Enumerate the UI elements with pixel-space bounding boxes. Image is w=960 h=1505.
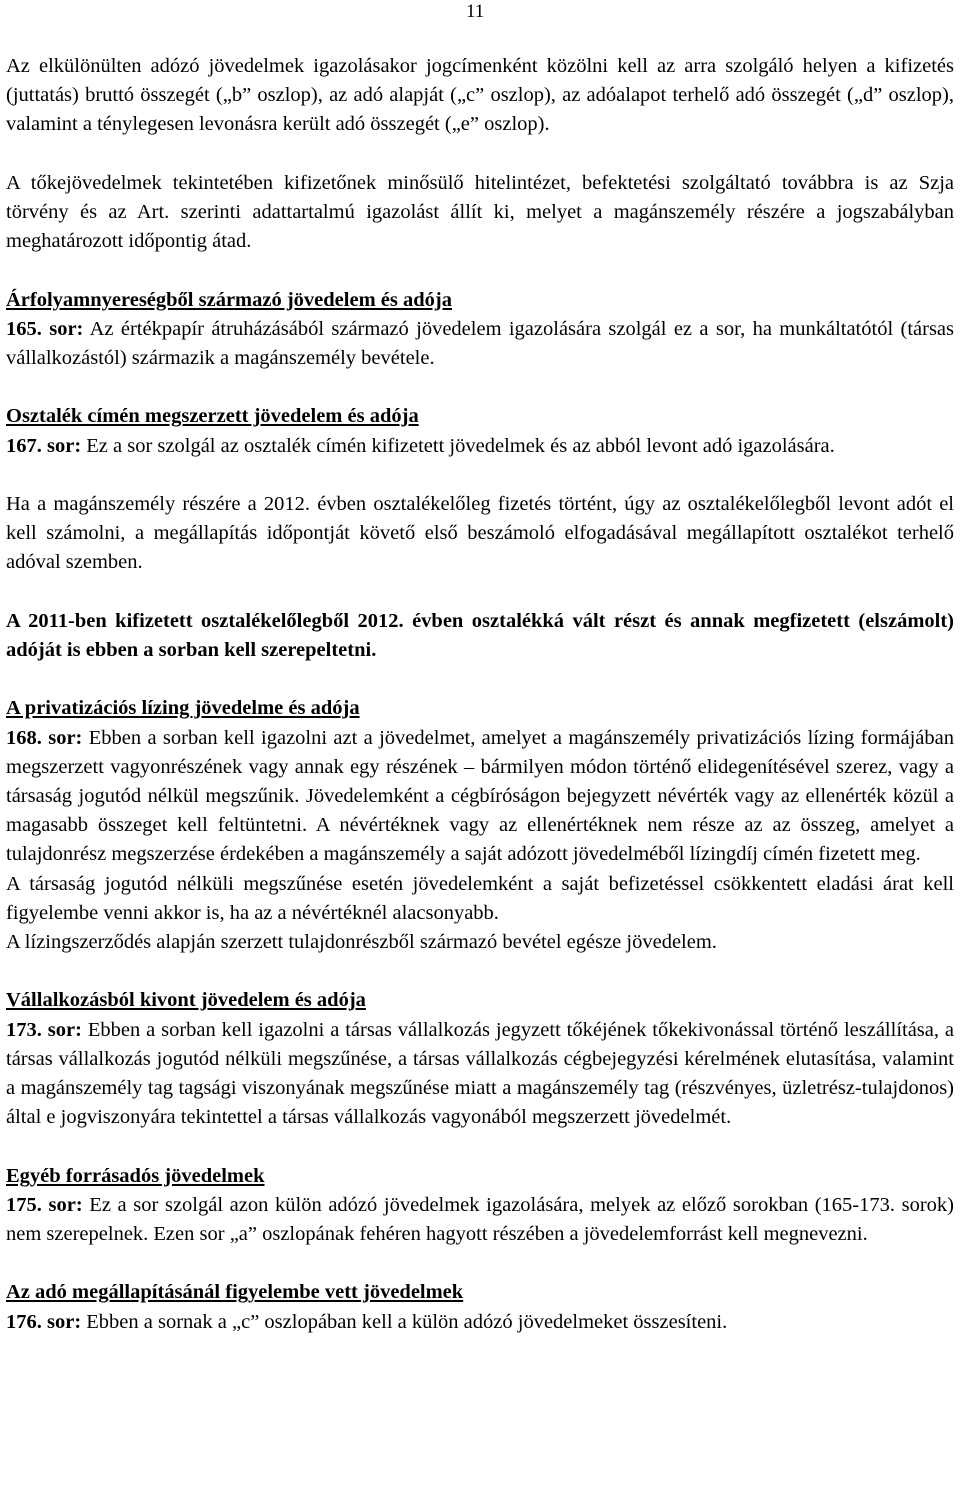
section-paragraph (6, 1308, 954, 1337)
section-175 (6, 1162, 954, 1250)
page-number: 11 (466, 1, 485, 22)
row-label: 176. sor: (6, 1310, 82, 1333)
section-173 (6, 986, 954, 1132)
paragraph-capital-income: A tőkejövedelmek tekintetében kifizetőnek minősülő hitelintézet, befektetési szolgáltató továbbra is az Szja törvény és az Art. szerinti adattartalmú igazolást állít ki, melyet a magánszemély részére a jogszabályban meghatározott időpontig átad. (6, 171, 954, 253)
document-body (6, 52, 954, 1337)
section-176 (6, 1278, 954, 1336)
row-label: 165. sor: (6, 317, 84, 340)
section-165 (6, 286, 954, 374)
row-text: Ebben a sorban kell igazolni azt a jövedelmet, amelyet a magánszemély privatizációs lízing formájában megszerzett vagyonrészének vagy annak egy részének – bármilyen módon történő elidegenítésével szerez, vagy a társaság jogutód nélkül megszűnik. Jövedelemként a cégbíróságon bejegyzett névérték vagy az ellenérték közül a magasabb összeget kell feltüntetni. A névértéknek vagy az ellenértéknek nem része az az összeg, amelyet a tulajdonrész megszerzése érdekében a magánszemély a saját adózott jövedelméből lízingdíj címén fizetett meg. (6, 726, 954, 866)
section-paragraph-2: A társaság jogutód nélküli megszűnése esetén jövedelemként a saját befizetéssel csökkentett eladási árat kell figyelembe venni akkor is, ha az a névértéknél alacsonyabb. (6, 872, 954, 924)
section-heading: Árfolyamnyereségből származó jövedelem és adója (6, 288, 452, 311)
row-text: Ebben a sorban kell igazolni a társas vállalkozás jegyzett tőkéjének tőkekivonással történő leszállítása, a társas vállalkozás jogutód nélküli megszűnése, a társas vállalkozás cégbejegyzési kérelmének elutasítása, valamint a magánszemély tag tagsági viszonyának megszűnése miatt a magánszemély tag (részvényes, üzletrész-tulajdonos) által e jogviszonyára tekintettel a társas vállalkozás vagyonából megszerzett jövedelmét. (6, 1018, 955, 1129)
section-paragraph-3: A lízingszerződés alapján szerzett tulajdonrészből származó bevétel egésze jövedelem. (6, 931, 717, 953)
row-text: Ebben a sornak a „c” oszlopában kell a külön adózó jövedelmeket összesíteni. (81, 1310, 728, 1333)
row-label: 168. sor: (6, 726, 83, 749)
section-heading: Az adó megállapításánál figyelembe vett jövedelmek (6, 1281, 464, 1304)
section-paragraph (6, 1191, 954, 1249)
section-paragraph-2: Ha a magánszemély részére a 2012. évben osztalékelőleg fizetés történt, úgy az osztalékelőlegből levont adót el kell számolni, a megállapítás időpontját követő első beszámoló elfogadásával megállapított osztalékot terhelő adóval szemben. (6, 492, 954, 574)
section-heading: A privatizációs lízing jövedelme és adója (6, 697, 360, 720)
section-paragraph-3: A 2011-ben kifizetett osztalékelőlegből 2012. évben osztalékká vált részt és annak megfizetett (elszámolt) adóját is ebben a sorban kell szerepeltetni. (6, 609, 954, 661)
section-paragraph (6, 724, 954, 870)
row-label: 173. sor: (6, 1018, 82, 1041)
section-heading: Egyéb forrásadós jövedelmek (6, 1164, 265, 1187)
row-label: 175. sor: (6, 1193, 83, 1216)
section-heading: Osztalék címén megszerzett jövedelem és adója (6, 405, 419, 428)
section-paragraph (6, 1016, 954, 1133)
section-paragraph (6, 315, 954, 373)
paragraph-intro: Az elkülönülten adózó jövedelmek igazolásakor jogcímenként közölni kell az arra szolgáló helyen a kifizetés (juttatás) bruttó összegét („b” oszlop), az adó alapját („c” oszlop), az adóalapot terhelő adó összegét („d” oszlop), valamint a ténylegesen levonásra került adó összegét („e” oszlop). (6, 55, 954, 136)
section-167 (6, 402, 954, 665)
row-label: 167. sor: (6, 434, 82, 457)
section-168 (6, 694, 954, 957)
row-text: Ez a sor szolgál az osztalék címén kifizetett jövedelmek és az abból levont adó igazolására. (81, 434, 835, 457)
row-text: Ez a sor szolgál azon külön adózó jövedelmek igazolására, melyek az előző sorokban (165-173. sorok) nem szerepelnek. Ezen sor „a” oszlopának fehéren hagyott részében a jövedelemforrást kell megnevezni. (6, 1193, 955, 1245)
section-heading: Vállalkozásból kivont jövedelem és adója (6, 989, 366, 1012)
section-paragraph (6, 432, 954, 461)
row-text: Az értékpapír átruházásából származó jövedelem igazolására szolgál ez a sor, ha munkáltatótól (társas vállalkozástól) származik a magánszemély bevétele. (6, 317, 954, 369)
